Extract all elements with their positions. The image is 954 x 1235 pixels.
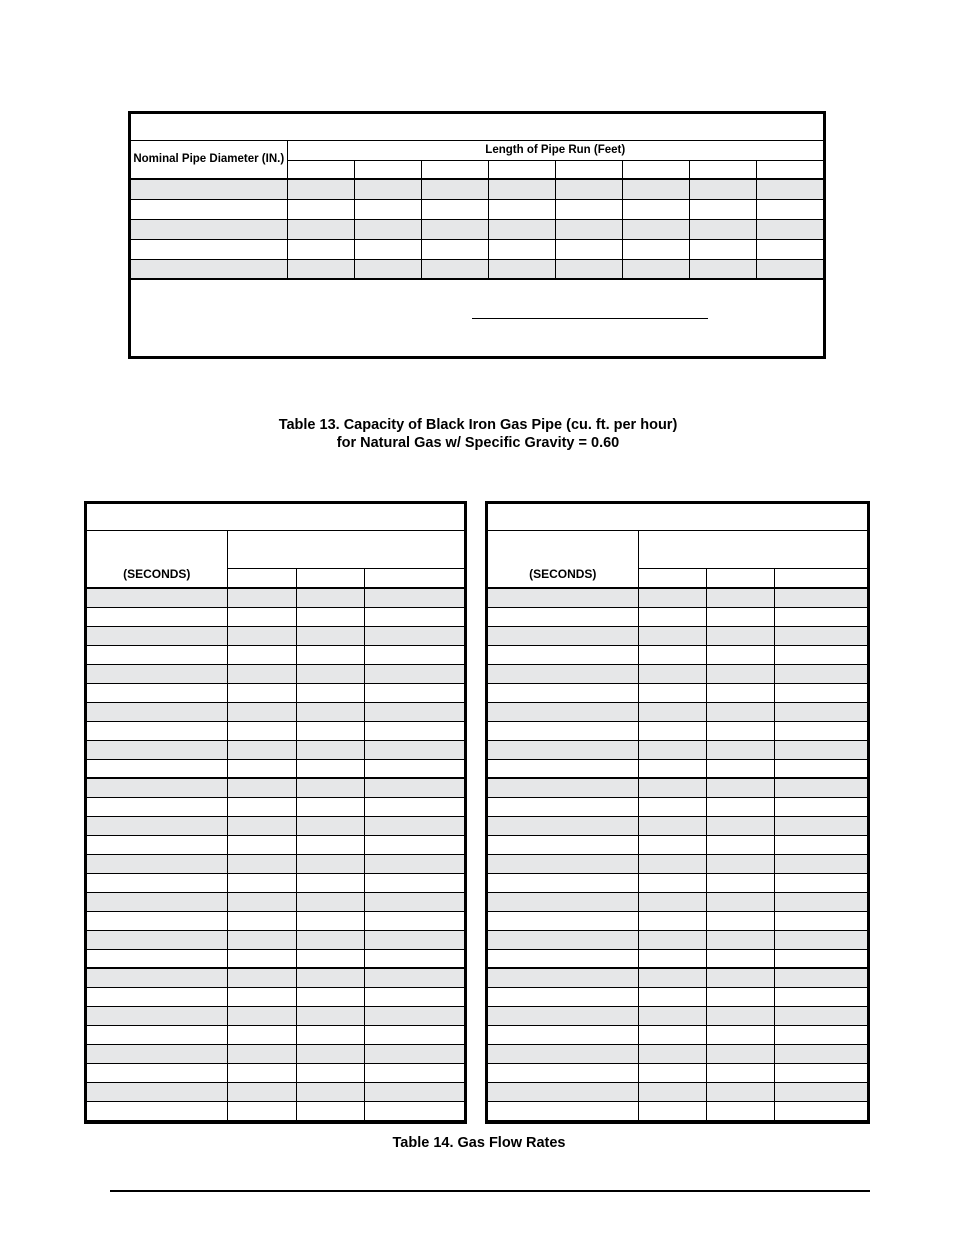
- table-row: [488, 873, 867, 892]
- table-row: [87, 1025, 464, 1044]
- table-row: [87, 721, 464, 740]
- table-row: [87, 588, 464, 607]
- table-row: [87, 778, 464, 797]
- table-row: [131, 199, 823, 219]
- table-row: [488, 968, 867, 987]
- table-row: [488, 721, 867, 740]
- table-row: [87, 702, 464, 721]
- nominal-pipe-diameter-header: Nominal Pipe Diameter (IN.): [131, 140, 287, 179]
- table-row: [87, 854, 464, 873]
- table-row: [488, 645, 867, 664]
- table-title-row: [488, 504, 867, 530]
- table-row: [488, 740, 867, 759]
- table-row: [131, 219, 823, 239]
- table-row: [488, 930, 867, 949]
- table-row: [488, 1006, 867, 1025]
- table-row: [87, 626, 464, 645]
- gas-flow-grid-left: [87, 504, 464, 1121]
- table-row: [87, 1101, 464, 1120]
- table-row: [87, 816, 464, 835]
- caption-line-2: for Natural Gas w/ Specific Gravity = 0.60: [336, 435, 620, 451]
- table-row: [87, 873, 464, 892]
- seconds-header: (SECONDS): [87, 530, 227, 588]
- table-row: [87, 645, 464, 664]
- table-row: [488, 1101, 867, 1120]
- table-row: [488, 1082, 867, 1101]
- table-row: [488, 987, 867, 1006]
- table-row: [488, 1025, 867, 1044]
- table-row: [488, 949, 867, 968]
- table-row: [87, 1044, 464, 1063]
- table-row: [87, 740, 464, 759]
- footer-rule: [110, 1190, 870, 1192]
- gas-flow-grid-right: [488, 504, 867, 1121]
- table-row: [87, 797, 464, 816]
- table-row: [87, 930, 464, 949]
- table-row: [87, 911, 464, 930]
- seconds-header: (SECONDS): [488, 530, 638, 588]
- table-row: [87, 987, 464, 1006]
- table-title-row: [131, 114, 823, 140]
- table-title-row: [87, 504, 464, 530]
- table-row: [87, 664, 464, 683]
- table-row: [488, 1044, 867, 1063]
- table-row: [488, 588, 867, 607]
- table-row: [87, 949, 464, 968]
- table-row: [488, 854, 867, 873]
- table-row: [87, 607, 464, 626]
- table-row: [488, 607, 867, 626]
- table-row: [488, 797, 867, 816]
- table-note-area: [131, 282, 823, 356]
- table-row: [488, 759, 867, 778]
- gas-flow-rates-table-right: [485, 501, 870, 1124]
- table-row: [488, 1063, 867, 1082]
- pipe-capacity-table: [128, 111, 826, 359]
- table-row: [131, 259, 823, 279]
- table-row: [87, 759, 464, 778]
- table-row: [131, 239, 823, 259]
- table-13-caption: [0, 416, 954, 452]
- table-row: [488, 702, 867, 721]
- table-row: [87, 1063, 464, 1082]
- table-row: [488, 683, 867, 702]
- fraction-line: [472, 318, 708, 319]
- table-row: [488, 664, 867, 683]
- table-row: [488, 911, 867, 930]
- table-row: [488, 835, 867, 854]
- table-row: [488, 816, 867, 835]
- table-row: [87, 1082, 464, 1101]
- caption-line-1: Table 13. Capacity of Black Iron Gas Pipe (cu. ft. per hour): [278, 417, 678, 433]
- table-row: [87, 835, 464, 854]
- table-row: [488, 778, 867, 797]
- gas-flow-rates-table-left: [84, 501, 467, 1124]
- table-row: [488, 892, 867, 911]
- table-row: [87, 683, 464, 702]
- table-row: [87, 892, 464, 911]
- table-row: [131, 179, 823, 199]
- pipe-capacity-grid: [131, 114, 823, 280]
- table-row: [488, 626, 867, 645]
- table-row: [87, 968, 464, 987]
- length-of-pipe-run-header: Length of Pipe Run (Feet): [287, 140, 823, 160]
- table-row: [87, 1006, 464, 1025]
- table-14-caption: Table 14. Gas Flow Rates: [392, 1135, 566, 1151]
